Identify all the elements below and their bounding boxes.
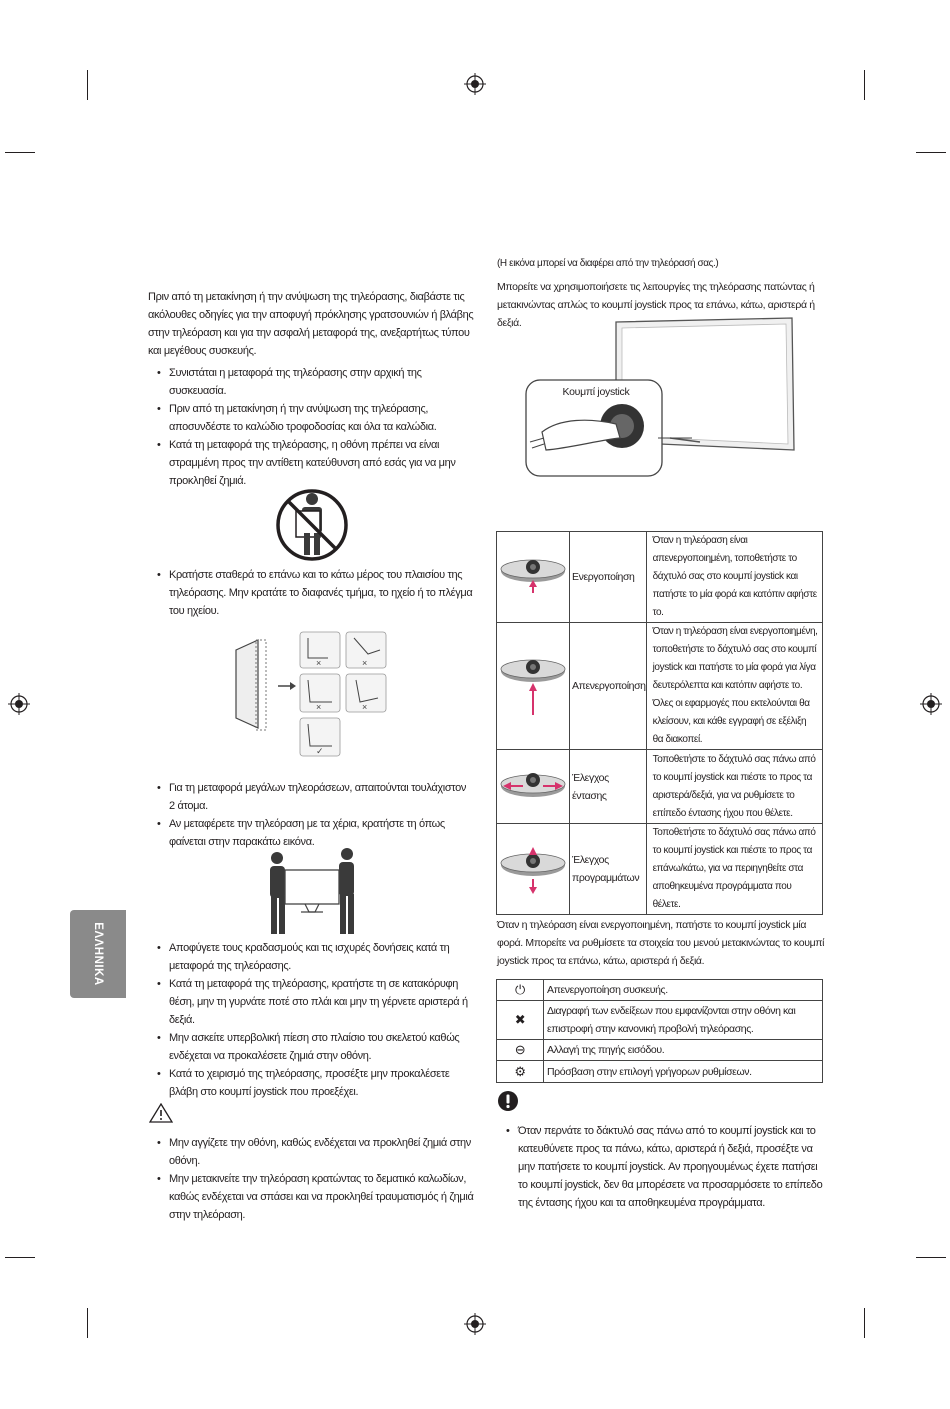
function-illustration-cell	[497, 532, 570, 623]
moving-bullets-2	[148, 566, 474, 620]
function-description: Τοποθετήστε το δάχτυλό σας πάνω από το κουμπί joystick και πιέστε το προς τα επάνω/κάτω, για να περιηγηθείτε στα αποθηκευμένα προγράμματα που θέλετε.	[646, 824, 822, 915]
close-icon: ✖	[497, 1001, 544, 1040]
list-item: • Μην ασκείτε υπερβολική πίεση στο πλαίσιο του σκελετού καθώς ενδέχεται να προκαλέσετε ζημιά στην οθόνη.	[148, 1029, 474, 1065]
function-name: Έλεγχος έντασης	[570, 750, 647, 824]
svg-text:✓: ✓	[316, 746, 324, 756]
svg-text:×: ×	[316, 702, 322, 712]
table-row	[497, 750, 823, 824]
registration-mark-icon	[464, 73, 486, 95]
table-row	[497, 980, 823, 1001]
joystick-up-down-icon	[497, 837, 569, 897]
function-description: Όταν η τηλεόραση είναι απενεργοποιημένη, τοποθετήστε το δάχτυλό σας στο κουμπί joystick και πατήστε το μία φορά και κατόπιν αφήστε το.	[646, 532, 822, 623]
crop-mark	[5, 152, 35, 153]
table-row	[497, 532, 823, 623]
list-item: • Κατά τη μεταφορά της τηλεόρασης, η οθόνη πρέπει να είναι στραμμένη προς την αντίθετη κατεύθυνση από εσάς για να μην προκληθεί ζημιά.	[148, 436, 474, 490]
list-item: • Κατά το χειρισμό της τηλεόρασης, προσέξτε μην προκαλέσετε βλάβη στο κουμπί joystick που προεξέχει.	[148, 1065, 474, 1101]
no-facing-screen-illustration	[274, 487, 350, 563]
list-item: • Κατά τη μεταφορά της τηλεόρασης, κρατήστε τη σε κατακόρυφη θέση, μην τη γυρνάτε ποτέ στο πλάι και μην τη γέρνετε αριστερά ή δεξιά.	[148, 975, 474, 1029]
two-people-carrying-illustration	[263, 846, 361, 936]
settings-gear-icon: ⚙	[497, 1061, 544, 1083]
menu-item-description: Πρόσβαση στην επιλογή γρήγορων ρυθμίσεων.	[544, 1061, 823, 1083]
function-name: Απενεργοποίηση	[570, 623, 647, 750]
warning-icon	[149, 1103, 173, 1123]
function-name: Ενεργοποίηση	[570, 532, 647, 623]
table-row	[497, 1061, 823, 1083]
table-row	[497, 1001, 823, 1040]
table-row	[497, 1040, 823, 1061]
table-row	[497, 623, 823, 750]
list-item: • Αν μεταφέρετε την τηλεόραση με τα χέρια, κρατήστε τη όπως φαίνεται στην παρακάτω εικόνα.	[148, 815, 474, 851]
joystick-press-icon	[497, 547, 569, 603]
list-item: • Μην αγγίζετε την οθόνη, καθώς ενδέχεται να προκληθεί ζημιά στην οθόνη.	[148, 1134, 474, 1170]
moving-intro: Πριν από τη μετακίνηση ή την ανύψωση της τηλεόρασης, διαβάστε τις ακόλουθες οδηγίες για την αποφυγή πρόκλησης γρατσουνιών ή βλάβης στην τηλεόραση και για την ασφαλή μεταφορά της, ανεξαρτήτως τύπου και μεγέθους συσκευής.	[148, 291, 474, 357]
function-illustration-cell	[497, 623, 570, 750]
menu-item-description: Αλλαγή της πηγής εισόδου.	[544, 1040, 823, 1061]
caution-bullets	[148, 1134, 474, 1224]
moving-bullets-1	[148, 364, 474, 490]
function-description: Τοποθετήστε το δάχτυλό σας πάνω από το κουμπί joystick και πιέστε το προς τα αριστερά/δεξιά, για να ρυθμίσετε το επίπεδο έντασης ήχου που θέλετε.	[646, 750, 822, 824]
function-name: Έλεγχος προγραμμάτων	[570, 824, 647, 915]
function-illustration-cell	[497, 824, 570, 915]
list-item: • Κρατήστε σταθερά το επάνω και το κάτω μέρος του πλαισίου της τηλεόρασης. Μην κρατάτε το διαφανές τμήμα, το ηχείο ή το πλέγμα του ηχείου.	[148, 566, 474, 620]
svg-text:×: ×	[362, 702, 368, 712]
table-row	[497, 824, 823, 915]
holding-frame-illustration	[228, 628, 392, 758]
crop-mark	[864, 70, 865, 100]
menu-intro: Όταν η τηλεόραση είναι ενεργοποιημένη, πατήστε το κουμπί joystick μία φορά. Μπορείτε να ρυθμίσετε τα στοιχεία του μενού μετακινώντας το κουμπί joystick προς τα επάνω, κάτω, αριστερά ή δεξιά.	[497, 919, 825, 967]
joystick-left-right-icon	[497, 756, 569, 812]
list-item: • Συνιστάται η μεταφορά της τηλεόρασης στην αρχική της συσκευασία.	[148, 364, 474, 400]
joystick-label: Κουμπί joystick	[562, 386, 630, 398]
joystick-intro: Μπορείτε να χρησιμοποιήσετε τις λειτουργίες της τηλεόρασης πατώντας ή μετακινώντας απλώς το κουμπί joystick προς τα επάνω, κάτω, αριστερά ή δεξιά.	[497, 281, 815, 329]
input-source-icon: ⊖	[497, 1040, 544, 1061]
image-note: (Η εικόνα μπορεί να διαφέρει από την τηλεόρασή σας.)	[497, 258, 719, 269]
crop-mark	[87, 1308, 88, 1338]
joystick-functions-table	[496, 531, 823, 915]
registration-mark-icon	[464, 1313, 486, 1335]
menu-item-description: Διαγραφή των ενδείξεων που εμφανίζονται στην οθόνη και επιστροφή στην κανονική προβολή τηλεόρασης.	[544, 1001, 823, 1040]
registration-mark-icon	[920, 693, 942, 715]
svg-text:×: ×	[316, 658, 322, 668]
crop-mark	[5, 1257, 35, 1258]
list-item: • Πριν από τη μετακίνηση ή την ανύψωση της τηλεόρασης, αποσυνδέστε το καλώδιο τροφοδοσίας και όλα τα καλώδια.	[148, 400, 474, 436]
language-tab	[70, 910, 126, 998]
crop-mark	[916, 152, 946, 153]
function-illustration-cell	[497, 750, 570, 824]
menu-items-table	[496, 979, 823, 1083]
joystick-hold-icon	[497, 649, 569, 719]
note-bullets	[497, 1122, 823, 1212]
list-item: • Μην μετακινείτε την τηλεόραση κρατώντας το δεματικό καλωδίων, καθώς ενδέχεται να σπάσει και να προκληθεί τραυματισμός ή ζημιά στην τηλεόραση.	[148, 1170, 474, 1224]
crop-mark	[916, 1257, 946, 1258]
list-item: • Αποφύγετε τους κραδασμούς και τις ισχυρές δονήσεις κατά τη μεταφορά της τηλεόρασης.	[148, 939, 474, 975]
function-description: Όταν η τηλεόραση είναι ενεργοποιημένη, τοποθετήστε το δάχτυλό σας στο κουμπί joystick και πατήστε το μία φορά για λίγα δευτερόλεπτα και κατόπιν αφήστε το. Όλες οι εφαρμογές που εκτελούνται θα κλείσουν, και κάθε εγγραφή σε εξέλιξη θα διακοπεί.	[646, 623, 822, 750]
power-icon: ⏻	[497, 980, 544, 1001]
list-item: • Όταν περνάτε το δάκτυλό σας πάνω από το κουμπί joystick και το κατευθύνετε προς τα πάνω, κάτω, αριστερά ή δεξιά, προσέξτε να μην πατήσετε το κουμπί joystick. Αν προηγουμένως έχετε πατήσει το κουμπί joystick, δεν θα μπορέσετε να προσαρμόσετε το επίπεδο της έντασης ήχου και τα αποθηκευμένα προγράμματα.	[497, 1122, 823, 1212]
svg-text:×: ×	[362, 658, 368, 668]
menu-item-description: Απενεργοποίηση συσκευής.	[544, 980, 823, 1001]
language-tab-label: ΕΛΛΗΝΙΚΑ	[92, 922, 104, 986]
crop-mark	[87, 70, 88, 100]
registration-mark-icon	[8, 693, 30, 715]
list-item: • Για τη μεταφορά μεγάλων τηλεοράσεων, απαιτούνται τουλάχιστον 2 άτομα.	[148, 779, 474, 815]
moving-bullets-4	[148, 939, 474, 1101]
important-note-icon	[497, 1090, 519, 1112]
moving-bullets-3	[148, 779, 474, 851]
crop-mark	[864, 1308, 865, 1338]
